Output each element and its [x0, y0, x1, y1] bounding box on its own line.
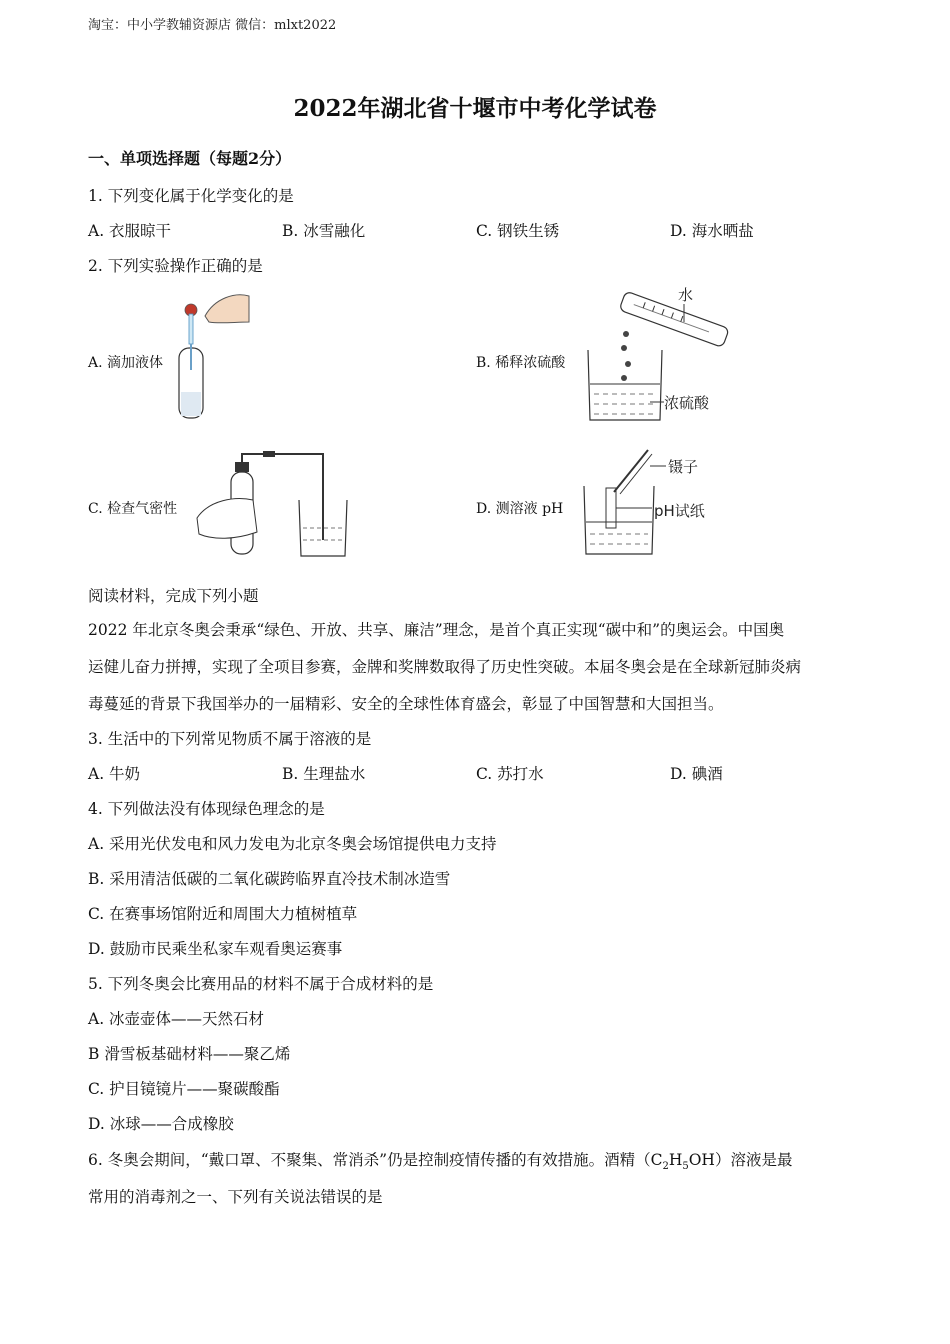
q1-stem: 1. 下列变化属于化学变化的是 — [88, 187, 294, 205]
q2-stem: 2. 下列实验操作正确的是 — [88, 257, 263, 275]
reading-line-3: 毒蔓延的背景下我国举办的一届精彩、安全的全球性体育盛会，彰显了中国智慧和大国担当。 — [88, 695, 724, 713]
q2-option-b-label: B. 稀释浓硫酸 — [476, 355, 566, 371]
q1-option-b: B. 冰雪融化 — [282, 222, 366, 240]
q4-option-c: C. 在赛事场馆附近和周围大力植树植草 — [88, 905, 358, 923]
q1-option-c: C. 钢铁生锈 — [476, 222, 560, 240]
q3-stem: 3. 生活中的下列常见物质不属于溶液的是 — [88, 730, 372, 748]
reading-line-1: 2022 年北京冬奥会秉承“绿色、开放、共享、廉洁”理念，是首个真正实现“碳中和”的奥运会。中国奥 — [88, 621, 785, 639]
q2-option-a-label: A. 滴加液体 — [88, 355, 164, 371]
page-title: 2022年湖北省十堰市中考化学试卷 — [293, 95, 657, 122]
q4-stem: 4. 下列做法没有体现绿色理念的是 — [88, 800, 325, 818]
q1-option-d: D. 海水晒盐 — [670, 222, 754, 240]
q5-option-c: C. 护目镜镜片——聚碳酸酯 — [88, 1080, 280, 1098]
reading-intro: 阅读材料，完成下列小题 — [88, 587, 259, 605]
q2-option-c-label: C. 检查气密性 — [88, 501, 178, 517]
q3-option-a: A. 牛奶 — [88, 765, 141, 783]
q2-option-d-label: D. 测溶液 pH — [476, 501, 564, 517]
q3-option-c: C. 苏打水 — [476, 765, 544, 783]
figure-label-water: 水 — [678, 286, 694, 304]
q1-option-a: A. 衣服晾干 — [88, 222, 172, 240]
q6-stem-line-2: 常用的消毒剂之一、下列有关说法错误的是 — [88, 1188, 383, 1206]
q5-option-a: A. 冰壶壶体——天然石材 — [88, 1010, 265, 1028]
figure-label-ph-paper: pH试纸 — [654, 502, 705, 520]
figure-ph-illustration — [578, 444, 728, 560]
q5-stem: 5. 下列冬奥会比赛用品的材料不属于合成材料的是 — [88, 975, 434, 993]
q3-option-b: B. 生理盐水 — [282, 765, 366, 783]
figure-airtightness-illustration — [195, 448, 355, 560]
section-heading: 一、单项选择题（每题2分） — [88, 149, 292, 168]
q4-option-d: D. 鼓励市民乘坐私家车观看奥运赛事 — [88, 940, 343, 958]
page-header: 淘宝：中小学教辅资源店 微信：mlxt2022 — [88, 18, 337, 33]
figure-label-acid: 浓硫酸 — [664, 394, 710, 412]
q5-option-d: D. 冰球——合成橡胶 — [88, 1115, 234, 1133]
q4-option-a: A. 采用光伏发电和风力发电为北京冬奥会场馆提供电力支持 — [88, 835, 497, 853]
q4-option-b: B. 采用清洁低碳的二氧化碳跨临界直冷技术制冰造雪 — [88, 870, 451, 888]
q6-stem-line-1: 6. 冬奥会期间，“戴口罩、不聚集、常消杀”仍是控制疫情传播的有效措施。酒精$(C_2H_5OH)$溶液是最 — [88, 1151, 793, 1173]
q5-option-b: B 滑雪板基础材料——聚乙烯 — [88, 1045, 291, 1063]
figure-label-tweezers: 镊子 — [668, 458, 699, 476]
reading-line-2: 运健儿奋力拼搏，实现了全项目参赛，金牌和奖牌数取得了历史性突破。本届冬奥会是在全球新冠肺炎病 — [88, 658, 802, 676]
figure-dilution-illustration — [580, 282, 740, 426]
figure-dropper-illustration — [175, 288, 255, 424]
q3-option-d: D. 碘酒 — [670, 765, 723, 783]
